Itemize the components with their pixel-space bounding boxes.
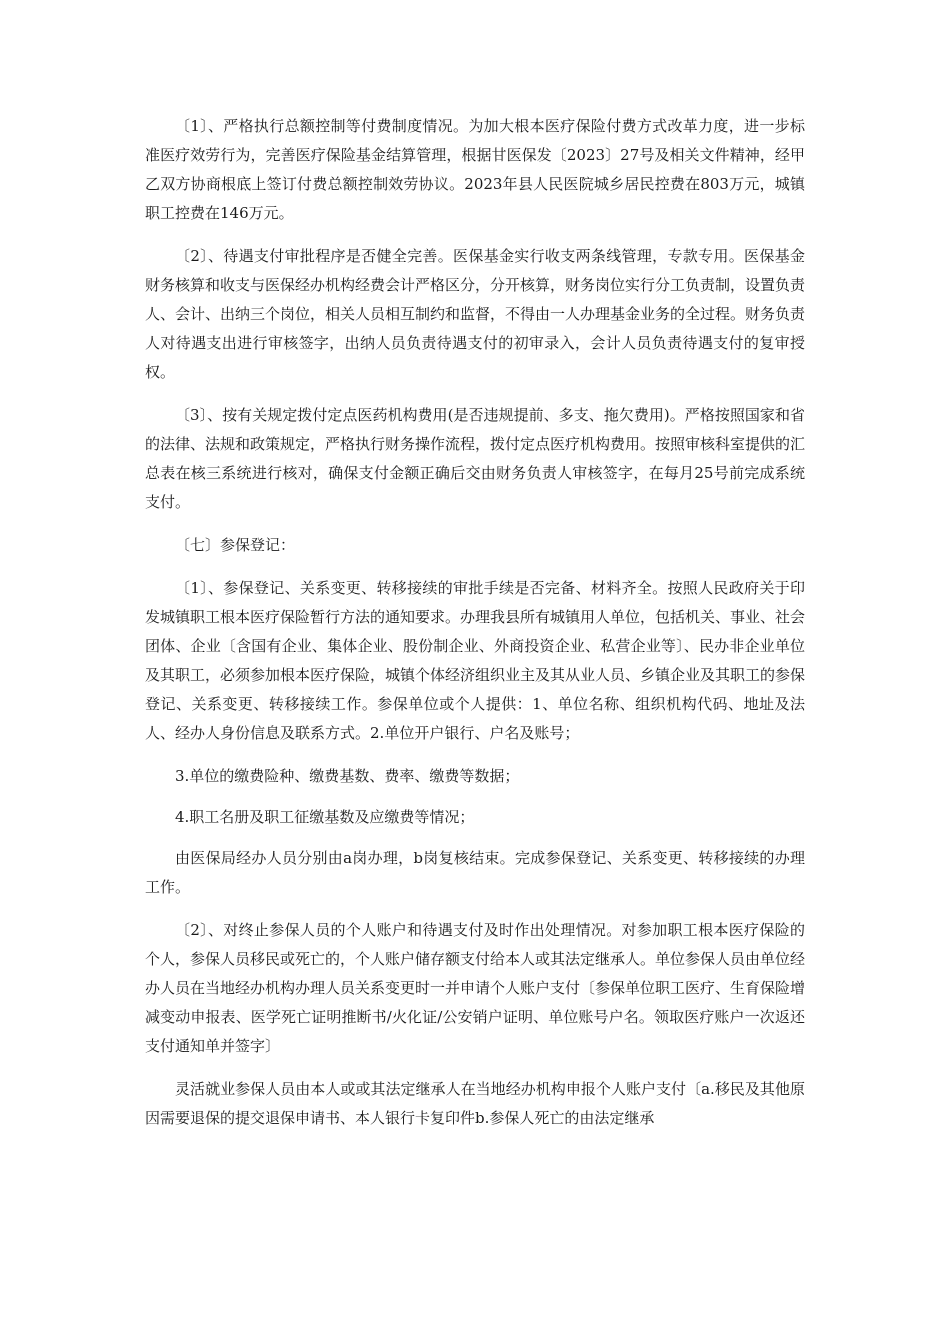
paragraph-1: 〔1〕、严格执行总额控制等付费制度情况。为加大根本医疗保险付费方式改革力度，进一步标准医疗效劳行为，完善医疗保险基金结算管理，根据甘医保发〔2023〕27号及相关文件精神，经甲乙双方协商根底上签订付费总额控制效劳协议。2023年县人民医院城乡居民控费在803万元，城镇职工控费在146万元。 [145,117,805,222]
paragraph-8: 〔2〕、对终止参保人员的个人账户和待遇支付及时作出处理情况。对参加职工根本医疗保险的个人，参保人员移民或死亡的，个人账户储存额支付给本人或其法定继承人。单位参保人员由单位经办人员在当地经办机构办理人员关系变更时一并申请个人账户支付〔参保单位职工医疗、生育保险增减变动申报表、医学死亡证明推断书/火化证/公安销户证明、单位账号户名。领取医疗账户一次返还支付通知单并签字〕 [145,921,806,1055]
paragraph-9: 灵活就业参保人员由本人或或其法定继承人在当地经办机构申报个人账户支付〔a.移民及其他原因需要退保的提交退保申请书、本人银行卡复印件b.参保人死亡的由法定继承 [145,1080,805,1127]
section-heading: 〔七〕参保登记： [175,536,296,554]
paragraph-2: 〔2〕、待遇支付审批程序是否健全完善。医保基金实行收支两条线管理，专款专用。医保基金财务核算和收支与医保经办机构经费会计严格区分，分开核算，财务岗位实行分工负责制，设置负责人、会计、出纳三个岗位，相关人员相互制约和监督，不得由一人办理基金业务的全过程。财务负责人对待遇支出进行审核签字，出纳人员负责待遇支付的初审录入，会计人员负责待遇支付的复审授权。 [145,247,806,381]
paragraph-7: 由医保局经办人员分别由a岗办理，b岗复核结束。完成参保登记、关系变更、转移接续的办理工作。 [145,849,805,896]
paragraph-5: 3.单位的缴费险种、缴费基数、费率、缴费等数据； [175,767,520,785]
document-body [145,112,805,1147]
paragraph-4: 〔1〕、参保登记、关系变更、转移接续的审批手续是否完备、材料齐全。按照人民政府关于印发城镇职工根本医疗保险暂行方法的通知要求。办理我县所有城镇用人单位，包括机关、事业、社会团体、企业〔含国有企业、集体企业、股份制企业、外商投资企业、私营企业等〕、民办非企业单位及其职工，必须参加根本医疗保险，城镇个体经济组织业主及其从业人员、乡镇企业及其职工的参保登记、关系变更、转移接续工作。参保单位或个人提供：1、单位名称、组织机构代码、地址及法人、经办人身份信息及联系方式。2.单位开户银行、户名及账号； [145,579,806,742]
paragraph-3: 〔3〕、按有关规定拨付定点医药机构费用(是否违规提前、多支、拖欠费用)。严格按照国家和省的法律、法规和政策规定，严格执行财务操作流程，拨付定点医疗机构费用。按照审核科室提供的汇总表在核三系统进行核对，确保支付金额正确后交由财务负责人审核签字，在每月25号前完成系统支付。 [145,406,806,511]
paragraph-6: 4.职工名册及职工征缴基数及应缴费等情况； [175,808,475,826]
